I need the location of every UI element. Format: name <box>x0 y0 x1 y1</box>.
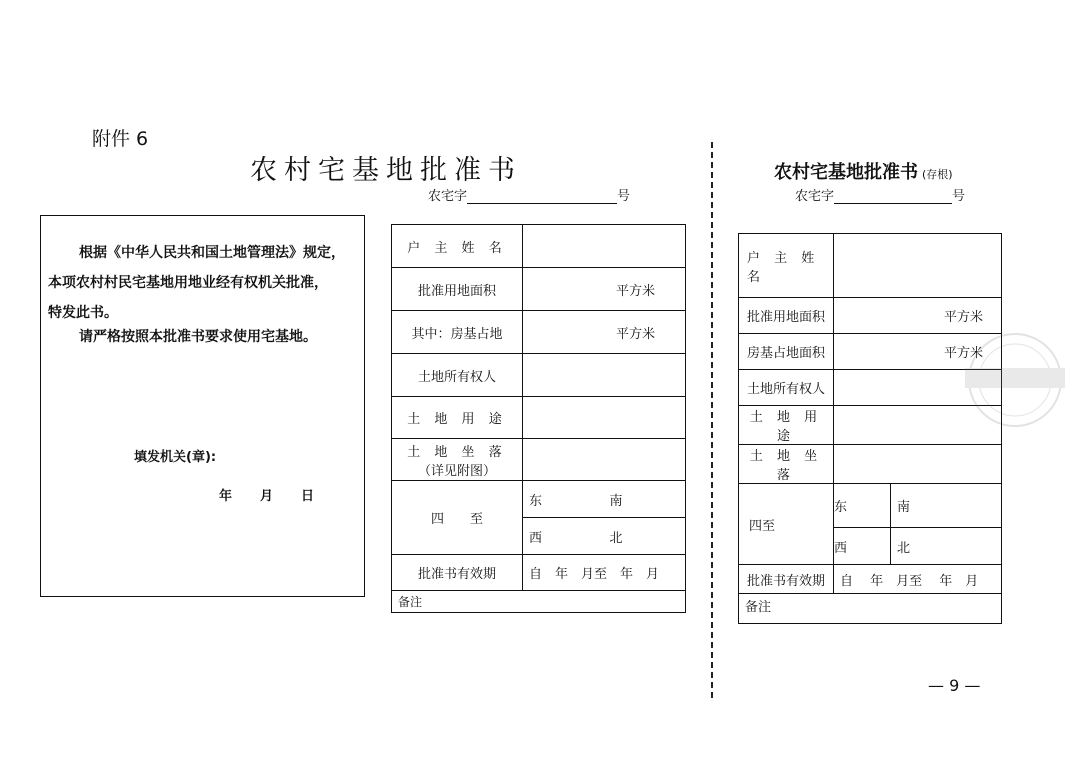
approval-statement-box <box>40 215 365 597</box>
stub-house-area-unit: 平方米 <box>943 346 983 361</box>
east-label: 东 <box>529 493 543 509</box>
remarks-field[interactable] <box>392 591 686 613</box>
stub-west-field[interactable] <box>834 528 891 565</box>
stub-validity-label: 批准书有效期 <box>739 565 834 594</box>
permit-number-line <box>428 185 630 204</box>
stub-location-field[interactable] <box>834 445 1002 484</box>
stub-title <box>774 158 953 184</box>
four-bounds-label: 四 至 <box>392 481 523 555</box>
stub-owner-name-field[interactable] <box>834 234 1002 298</box>
issuer-label: 填发机关(章): <box>134 450 217 465</box>
location-label: 土 地 坐 落 <box>407 444 507 460</box>
date-day: 日 <box>301 489 315 504</box>
stub-validity-field[interactable]: 自 年 月至 年 月 <box>834 565 1002 594</box>
owner-name-field[interactable] <box>523 225 686 268</box>
location-label-cell <box>392 439 523 481</box>
cut-line <box>711 142 713 698</box>
stub-south-label: 南 <box>897 500 911 515</box>
east-field[interactable] <box>523 481 604 518</box>
land-use-field[interactable] <box>523 397 686 439</box>
stub-title-text: 农村宅基地批准书 <box>774 162 918 183</box>
stub-land-owner-label: 土地所有权人 <box>739 370 834 406</box>
statement-line-3: 特发此书。 <box>48 305 118 321</box>
stub-east-field[interactable] <box>834 484 891 528</box>
statement-line-1: 根据《中华人民共和国土地管理法》规定， <box>79 245 345 261</box>
number-blank <box>467 191 617 204</box>
house-area-label: 其中：房基占地 <box>392 311 523 354</box>
remarks-label: 备注 <box>398 595 423 609</box>
stub-east-label: 东 <box>834 500 848 515</box>
stub-number-suffix: 号 <box>952 189 966 204</box>
south-label: 南 <box>609 493 623 509</box>
page-number: — 9 — <box>928 676 981 695</box>
watermark-logo <box>955 330 1075 430</box>
stub-north-label: 北 <box>897 540 911 556</box>
date-year: 年 <box>219 489 233 504</box>
house-area-field[interactable] <box>523 311 686 354</box>
number-prefix: 农宅字 <box>428 189 468 204</box>
stub-location-label: 土 地 坐 落 <box>739 445 834 484</box>
land-owner-label: 土地所有权人 <box>392 354 523 397</box>
stub-owner-name-label: 户 主 姓 名 <box>739 234 834 298</box>
location-field[interactable] <box>523 439 686 481</box>
statement-line-2: 本项农村村民宅基地用地业经有权机关批准， <box>48 275 328 291</box>
west-field[interactable] <box>523 518 604 555</box>
validity-label: 批准书有效期 <box>392 555 523 591</box>
stub-land-use-label: 土 地 用 途 <box>739 406 834 445</box>
south-field[interactable] <box>604 481 686 518</box>
stub-number-blank <box>834 191 952 204</box>
stub-remarks-field[interactable] <box>739 594 1002 624</box>
stub-north-field[interactable] <box>891 528 1002 565</box>
north-field[interactable] <box>604 518 686 555</box>
stub-title-note: (存根) <box>922 168 953 181</box>
north-label: 北 <box>609 530 623 546</box>
permit-form-table <box>391 224 686 613</box>
stub-approved-area-label: 批准用地面积 <box>739 298 834 334</box>
stub-number-line <box>795 185 965 204</box>
validity-field[interactable]: 自 年 月至 年 月 <box>523 555 686 591</box>
land-owner-field[interactable] <box>523 354 686 397</box>
stub-number-prefix: 农宅字 <box>795 189 835 204</box>
approved-area-unit: 平方米 <box>615 283 655 299</box>
owner-name-label: 户 主 姓 名 <box>392 225 523 268</box>
location-note: （详见附图） <box>417 463 496 479</box>
stub-approved-area-field[interactable] <box>834 298 1002 334</box>
stub-approved-area-unit: 平方米 <box>943 310 983 325</box>
house-area-unit: 平方米 <box>615 326 655 342</box>
stub-four-bounds-label: 四至 <box>739 484 834 565</box>
attachment-label: 附件 6 <box>92 128 149 150</box>
stub-house-area-label: 房基占地面积 <box>739 334 834 370</box>
west-label: 西 <box>529 530 543 546</box>
land-use-label: 土 地 用 途 <box>392 397 523 439</box>
stub-south-field[interactable] <box>891 484 1002 528</box>
number-suffix: 号 <box>617 189 631 204</box>
approved-area-label: 批准用地面积 <box>392 268 523 311</box>
stub-west-label: 西 <box>834 540 848 556</box>
approved-area-field[interactable] <box>523 268 686 311</box>
main-title: 农村宅基地批准书 <box>250 155 522 186</box>
stub-remarks-label: 备注 <box>745 600 772 615</box>
statement-line-4: 请严格按照本批准书要求使用宅基地。 <box>79 329 317 345</box>
date-month: 月 <box>260 489 274 504</box>
